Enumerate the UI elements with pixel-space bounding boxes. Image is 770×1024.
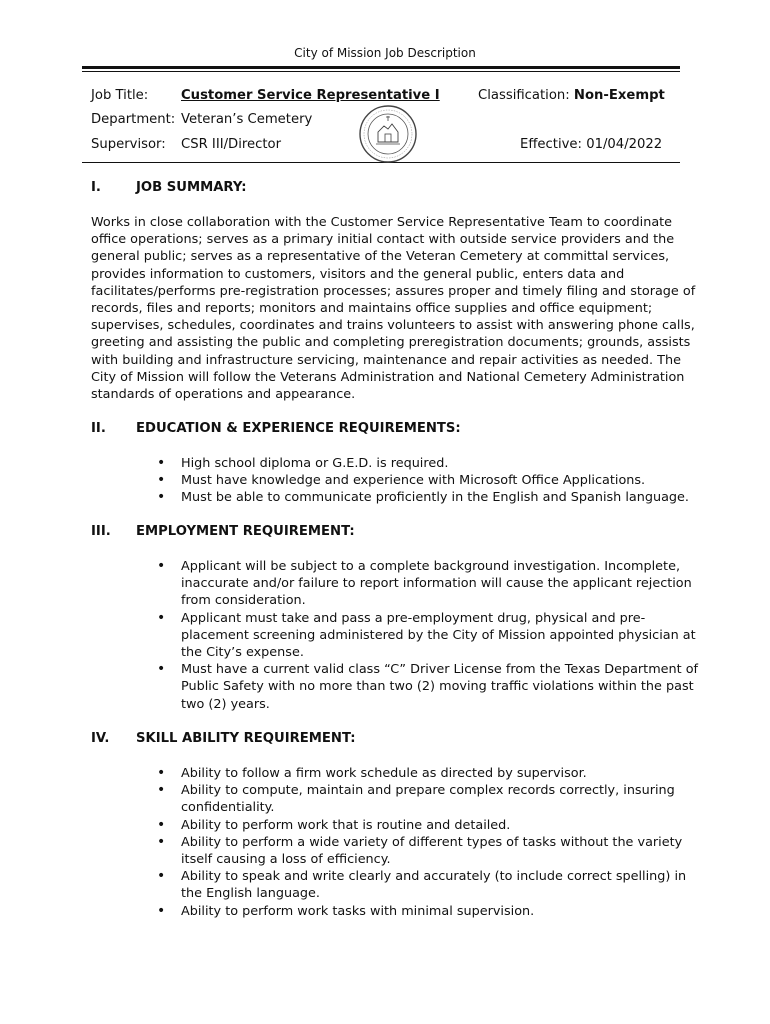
section-title: SKILL ABILITY REQUIREMENT: xyxy=(136,731,356,746)
list-item-line: • Must be able to communicate proficiently in the English and Spanish language. xyxy=(181,490,690,506)
paragraph-line: City of Mission will follow the Veterans Administration and National Cemetery Administration xyxy=(91,369,685,385)
effective-value: 01/04/2022 xyxy=(586,137,663,152)
paragraph-line: provides information to customers, visitors and the general public, enters data and xyxy=(91,266,625,282)
section-title: JOB SUMMARY: xyxy=(136,180,247,195)
bullet-list xyxy=(157,558,699,713)
classification xyxy=(478,88,665,103)
paragraph-line: records, files and reports; monitors and maintains office supplies and office equipment; xyxy=(91,301,653,317)
list-item-line: itself causing a loss of efficiency. xyxy=(181,852,391,868)
job-title-label: Job Title: xyxy=(91,88,149,103)
paragraph-line: office operations; serves as a primary initial contact with outside service providers and the xyxy=(91,232,675,248)
header-rule-thick xyxy=(82,66,680,69)
supervisor-label: Supervisor: xyxy=(91,137,166,152)
paragraph-line: greeting and assisting the public and completing preregistration documents; grounds, assists xyxy=(91,335,691,351)
list-item-line: placement screening administered by the City of Mission appointed physician at xyxy=(181,627,696,643)
list-item-line: the English language. xyxy=(181,886,320,902)
list-item-line: • Ability to perform work that is routine and detailed. xyxy=(181,817,511,833)
list-item-line: • Ability to speak and write clearly and accurately (to include correct spelling) in xyxy=(181,869,687,885)
list-item xyxy=(157,834,683,868)
list-item-line: • Must have knowledge and experience with Microsoft Office Applications. xyxy=(181,473,646,489)
section-paragraph xyxy=(91,214,696,403)
section-number: IV. xyxy=(91,731,110,746)
section-number: II. xyxy=(91,421,106,436)
section-number: III. xyxy=(91,524,111,539)
list-item xyxy=(157,489,690,506)
list-item-line: from consideration. xyxy=(181,593,306,609)
list-item xyxy=(157,472,677,489)
paragraph-line: with building and infrastructure servicing, maintenance and repair activities as needed. The xyxy=(91,352,681,368)
list-item-line: Public Safety with no more than two (2) moving traffic violations within the past xyxy=(181,679,694,695)
department-label: Department: xyxy=(91,112,176,127)
list-item xyxy=(157,558,692,610)
list-item xyxy=(157,903,677,920)
list-item xyxy=(157,455,677,472)
list-item-line: • High school diploma or G.E.D. is required. xyxy=(181,456,449,471)
paragraph-line: standards of operations and appearance. xyxy=(91,387,356,403)
section-number: I. xyxy=(91,180,101,195)
section-title: EDUCATION & EXPERIENCE REQUIREMENTS: xyxy=(136,421,461,436)
list-item xyxy=(157,765,677,782)
paragraph-line: supervises, schedules, coordinates and trains volunteers to assist with answering phone calls, xyxy=(91,318,695,334)
list-item xyxy=(157,868,687,902)
list-item-line: the City’s expense. xyxy=(181,645,304,661)
classification-value: Non-Exempt xyxy=(573,88,665,103)
list-item-line: • Ability to follow a firm work schedule as directed by supervisor. xyxy=(181,766,587,781)
list-item-line: • Ability to perform a wide variety of different types of tasks without the variety xyxy=(181,834,683,850)
job-title-value: Customer Service Representative I xyxy=(181,88,440,103)
bullet-list xyxy=(157,765,687,920)
bullet-list xyxy=(157,455,690,507)
list-item-line: • Ability to perform work tasks with minimal supervision. xyxy=(181,903,535,919)
list-item xyxy=(157,817,677,834)
list-item-line: inaccurate and/or failure to report information will cause the applicant rejection xyxy=(181,576,692,592)
effective-date xyxy=(520,137,662,152)
effective-label: Effective: xyxy=(520,137,582,152)
list-item-line: confidentiality. xyxy=(181,800,275,816)
paragraph-line: facilitates/performs pre-registration processes; assures proper and timely filing and storage of xyxy=(91,283,696,299)
section-title: EMPLOYMENT REQUIREMENT: xyxy=(136,524,355,539)
list-item-line: • Ability to compute, maintain and prepare complex records correctly, insuring xyxy=(181,783,675,799)
header-rule-thin xyxy=(82,71,680,72)
classification-label: Classification: xyxy=(478,88,570,103)
city-seal-logo xyxy=(358,104,418,164)
list-item-line: • Must have a current valid class “C” Driver License from the Texas Department of xyxy=(181,662,699,678)
list-item xyxy=(157,661,699,713)
list-item xyxy=(157,782,677,816)
list-item-line: two (2) years. xyxy=(181,696,270,712)
list-item-line: • Applicant will be subject to a complete background investigation. Incomplete, xyxy=(181,559,681,574)
paragraph-line: general public; serves as a representative of the Veteran Cemetery at committal services, xyxy=(91,249,670,265)
list-item xyxy=(157,610,696,662)
supervisor-value: CSR III/Director xyxy=(181,137,282,152)
department-value: Veteran’s Cemetery xyxy=(181,112,313,127)
document-header: City of Mission Job Description xyxy=(294,46,476,60)
paragraph-line: Works in close collaboration with the Customer Service Representative Team to coordinate xyxy=(91,215,673,230)
list-item-line: • Applicant must take and pass a pre-employment drug, physical and pre- xyxy=(181,610,646,626)
